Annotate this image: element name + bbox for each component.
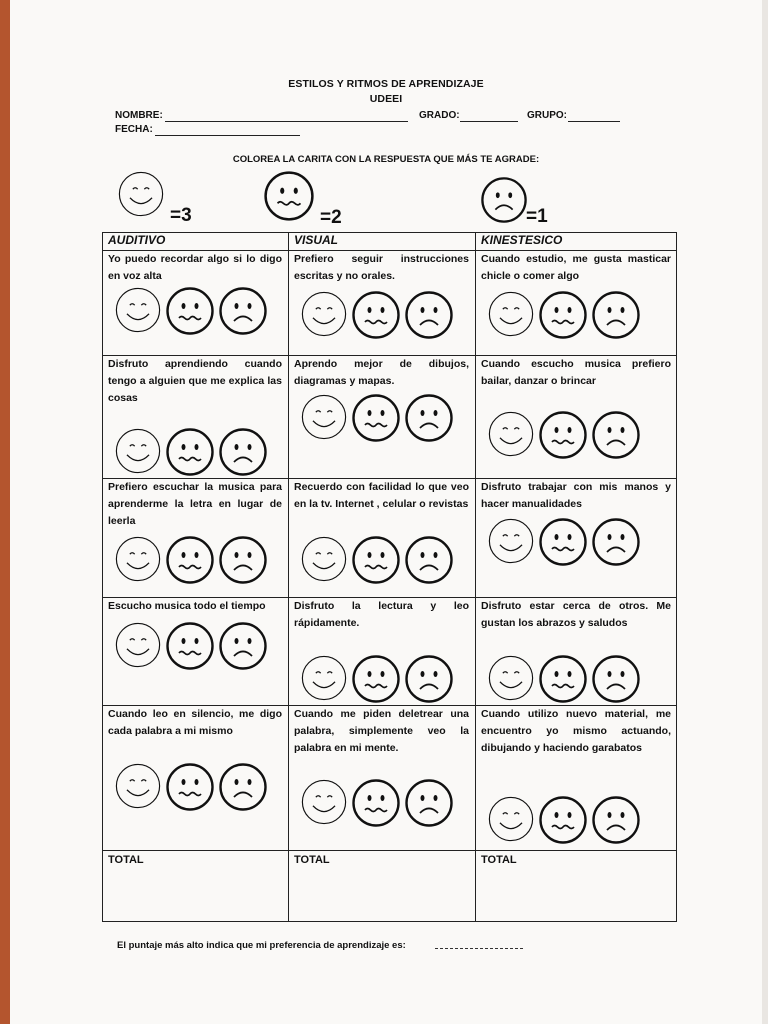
neutral-face-icon[interactable] <box>538 654 588 704</box>
happy-face-icon[interactable] <box>487 290 535 338</box>
statement-text: Cuando me piden deletrear una palabra, simplemente veo la palabra en mi mente. <box>294 708 469 754</box>
neutral-face-icon[interactable] <box>351 290 401 340</box>
happy-face-icon[interactable] <box>300 535 348 583</box>
happy-face-icon[interactable] <box>114 621 162 669</box>
sad-face-icon[interactable] <box>404 393 454 443</box>
instruction-text: COLOREA LA CARITA CON LA RESPUESTA QUE MÁS TE AGRADE: <box>232 154 540 165</box>
column-divider <box>475 232 476 922</box>
neutral-face-icon[interactable] <box>538 517 588 567</box>
column-divider <box>288 232 289 922</box>
sad-face-icon[interactable] <box>218 762 268 812</box>
name-field[interactable] <box>165 121 408 122</box>
sad-face-icon[interactable] <box>591 795 641 845</box>
row-divider <box>102 850 677 851</box>
group-field[interactable] <box>568 121 620 122</box>
statement-text: Aprendo mejor de dibujos, diagramas y mapas. <box>294 358 469 387</box>
neutral-face-icon[interactable] <box>165 286 215 336</box>
happy-face-icon[interactable] <box>117 170 165 218</box>
footer-text: El puntaje más alto indica que mi preferencia de aprendizaje es: <box>117 940 406 951</box>
sad-face-icon[interactable] <box>218 427 268 477</box>
column-header-visual: VISUAL <box>294 233 339 247</box>
statement-text: Yo puedo recordar algo si lo digo en voz alta <box>108 253 282 282</box>
page-subtitle: UDEEI <box>369 93 403 105</box>
legend-value: =2 <box>320 207 342 228</box>
footer-answer-field[interactable] <box>435 948 523 949</box>
neutral-face-icon[interactable] <box>165 535 215 585</box>
happy-face-icon[interactable] <box>487 517 535 565</box>
sad-face-icon[interactable] <box>404 290 454 340</box>
neutral-face-icon[interactable] <box>538 410 588 460</box>
statement-text: Cuando utilizo nuevo material, me encuentro yo mismo actuando, dibujando y haciendo garabatos <box>481 708 671 754</box>
neutral-face-icon[interactable] <box>538 290 588 340</box>
worksheet <box>10 0 762 1024</box>
sad-face-icon[interactable] <box>480 176 528 224</box>
total-label: TOTAL <box>108 854 144 866</box>
neutral-face-icon[interactable] <box>351 393 401 443</box>
happy-face-icon[interactable] <box>300 654 348 702</box>
happy-face-icon[interactable] <box>114 762 162 810</box>
sad-face-icon[interactable] <box>591 517 641 567</box>
happy-face-icon[interactable] <box>487 410 535 458</box>
statement-text: Disfruto aprendiendo cuando tengo a alguien que me explica las cosas <box>108 358 282 404</box>
statement-text: Disfruto la lectura y leo rápidamente. <box>294 600 469 629</box>
neutral-face-icon[interactable] <box>351 654 401 704</box>
happy-face-icon[interactable] <box>487 654 535 702</box>
happy-face-icon[interactable] <box>300 290 348 338</box>
page-title: ESTILOS Y RITMOS DE APRENDIZAJE <box>288 78 484 90</box>
statement-text: Escucho musica todo el tiempo <box>108 600 266 612</box>
legend-value: =3 <box>170 205 192 226</box>
total-label: TOTAL <box>481 854 517 866</box>
legend-value: =1 <box>526 206 548 227</box>
grade-label: GRADO: <box>419 110 460 121</box>
sad-face-icon[interactable] <box>218 286 268 336</box>
sad-face-icon[interactable] <box>404 778 454 828</box>
total-label: TOTAL <box>294 854 330 866</box>
happy-face-icon[interactable] <box>300 393 348 441</box>
sad-face-icon[interactable] <box>591 410 641 460</box>
happy-face-icon[interactable] <box>300 778 348 826</box>
date-field[interactable] <box>155 135 300 136</box>
statement-text: Recuerdo con facilidad lo que veo en la tv. Internet , celular o revistas <box>294 481 469 510</box>
neutral-face-icon[interactable] <box>165 621 215 671</box>
sad-face-icon[interactable] <box>404 654 454 704</box>
name-label: NOMBRE: <box>115 110 163 121</box>
statement-text: Cuando estudio, me gusta masticar chicle o comer algo <box>481 253 671 282</box>
column-header-kinestesico: KINESTESICO <box>481 233 563 247</box>
happy-face-icon[interactable] <box>114 286 162 334</box>
statement-text: Cuando escucho musica prefiero bailar, danzar o brincar <box>481 358 671 387</box>
sad-face-icon[interactable] <box>591 654 641 704</box>
column-header-auditivo: AUDITIVO <box>108 233 166 247</box>
neutral-face-icon[interactable] <box>165 762 215 812</box>
page-edge <box>0 0 10 1024</box>
statement-text: Disfruto trabajar con mis manos y hacer manualidades <box>481 481 671 510</box>
statement-text: Disfruto estar cerca de otros. Me gustan los abrazos y saludos <box>481 600 671 629</box>
sad-face-icon[interactable] <box>404 535 454 585</box>
date-label: FECHA: <box>115 124 153 135</box>
neutral-face-icon[interactable] <box>538 795 588 845</box>
neutral-face-icon[interactable] <box>351 535 401 585</box>
group-label: GRUPO: <box>527 110 567 121</box>
happy-face-icon[interactable] <box>487 795 535 843</box>
sad-face-icon[interactable] <box>218 535 268 585</box>
neutral-face-icon[interactable] <box>351 778 401 828</box>
happy-face-icon[interactable] <box>114 535 162 583</box>
grade-field[interactable] <box>460 121 518 122</box>
statement-text: Prefiero seguir instrucciones escritas y no orales. <box>294 253 469 282</box>
statement-text: Cuando leo en silencio, me digo cada palabra a mi mismo <box>108 708 282 737</box>
neutral-face-icon[interactable] <box>165 427 215 477</box>
sad-face-icon[interactable] <box>591 290 641 340</box>
neutral-face-icon[interactable] <box>263 170 315 222</box>
happy-face-icon[interactable] <box>114 427 162 475</box>
sad-face-icon[interactable] <box>218 621 268 671</box>
statement-text: Prefiero escuchar la musica para aprenderme la letra en lugar de leerla <box>108 481 282 527</box>
